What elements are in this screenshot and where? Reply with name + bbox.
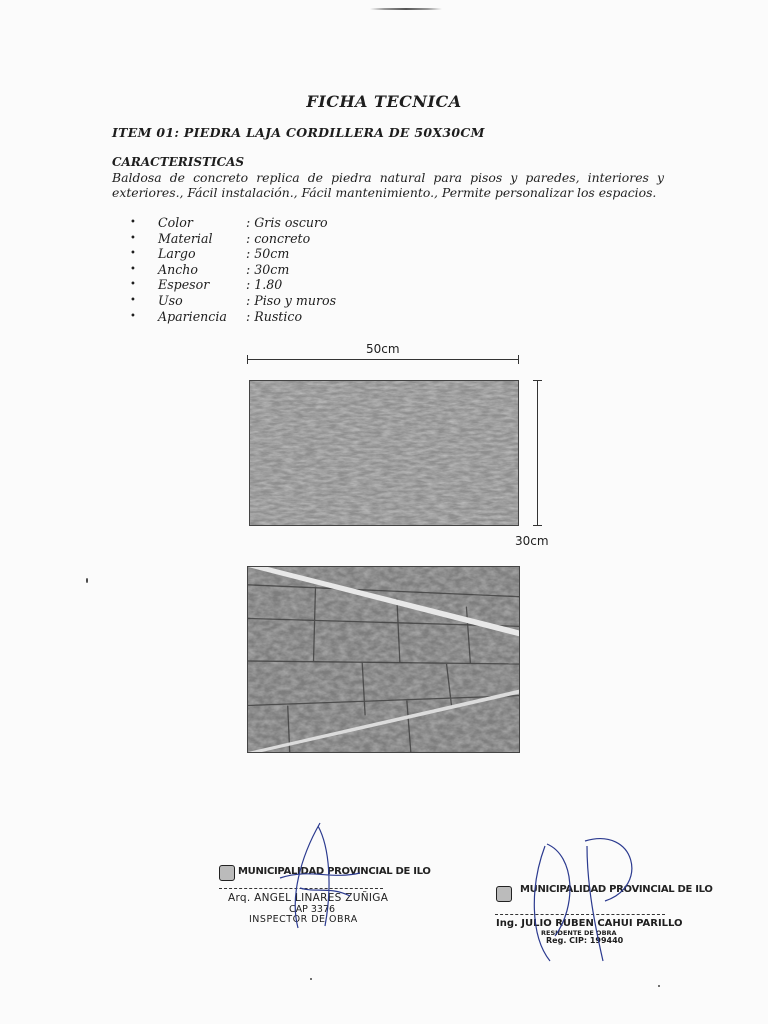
spec-item	[130, 262, 336, 278]
bullet-icon: •	[130, 279, 136, 291]
bullet-icon: •	[130, 294, 136, 306]
spec-label: Espesor	[158, 277, 210, 293]
scan-speck	[86, 578, 88, 583]
scan-speck	[658, 985, 660, 987]
spec-value: : 30cm	[246, 261, 290, 277]
tile-photo	[249, 380, 519, 526]
height-dimension-line	[537, 380, 538, 526]
left-stamp-role: INSPECTOR DE OBRA	[249, 914, 358, 925]
spec-value: : concreto	[246, 230, 311, 246]
left-signature	[270, 818, 380, 938]
width-dimension-line	[247, 359, 519, 360]
scan-top-mark	[370, 8, 442, 10]
scan-speck	[310, 978, 312, 980]
spec-value: : Piso y muros	[246, 292, 337, 308]
spec-label: Color	[158, 215, 193, 230]
spec-list	[130, 215, 336, 324]
bullet-icon: •	[130, 310, 136, 322]
spec-label: Material	[158, 230, 213, 246]
product-description: Baldosa de concreto replica de piedra natural para pisos y paredes, interiores y exteriores., Fácil instalación., Fácil mantenimiento., Permite personalizar los espacios.	[112, 170, 664, 200]
spec-label: Apariencia	[158, 308, 227, 324]
left-stamp-name: Arq. ANGEL LINARES ZUÑIGA	[228, 892, 389, 904]
spec-value: : Gris oscuro	[246, 215, 328, 230]
spec-label: Ancho	[158, 261, 198, 277]
document-title: FICHA TECNICA	[306, 92, 462, 111]
spec-item	[130, 277, 336, 293]
spec-item	[130, 293, 336, 309]
bullet-icon: •	[130, 248, 136, 260]
bullet-icon: •	[130, 232, 136, 244]
spec-value: : 50cm	[246, 246, 290, 262]
spec-label: Uso	[158, 292, 183, 308]
spec-value: : 1.80	[246, 277, 283, 293]
tile-texture	[250, 381, 518, 525]
spec-item	[130, 309, 336, 325]
spec-item	[130, 215, 336, 231]
spec-value: : Rustico	[246, 308, 303, 324]
width-dimension-label: 50cm	[366, 342, 400, 356]
right-signature	[525, 826, 645, 966]
item-title: ITEM 01: PIEDRA LAJA CORDILLERA DE 50X30CM	[112, 125, 485, 140]
right-stamp-cip: Reg. CIP: 199440	[546, 936, 624, 945]
bullet-icon: •	[130, 217, 136, 228]
spec-item	[130, 231, 336, 247]
right-stamp-name: Ing. JULIO RUBEN CAHUI PARILLO	[496, 918, 683, 929]
left-stamp-crest-icon	[219, 865, 235, 881]
wall-installation-photo	[247, 566, 520, 753]
right-stamp-crest-icon	[496, 886, 512, 902]
spec-label: Largo	[158, 246, 196, 262]
right-stamp-institution: MUNICIPALIDAD PROVINCIAL DE ILO	[520, 884, 713, 895]
left-stamp-institution: MUNICIPALIDAD PROVINCIAL DE ILO	[238, 866, 431, 877]
right-stamp-role: RESIDENTE DE OBRA	[541, 929, 617, 937]
bullet-icon: •	[130, 263, 136, 275]
height-dimension-label: 30cm	[515, 534, 549, 548]
left-stamp-cap: CAP 3376	[289, 904, 336, 915]
characteristics-heading: CARACTERISTICAS	[112, 155, 245, 169]
spec-item	[130, 246, 336, 262]
